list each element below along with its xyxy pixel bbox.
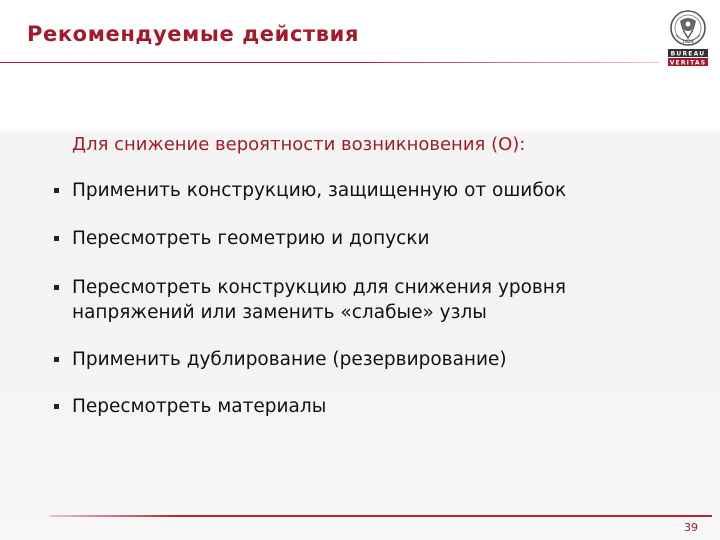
- list-item-text: Пересмотреть конструкцию для снижения уровня напряжений или заменить «слабые» узлы: [72, 277, 567, 323]
- list-item: [50, 347, 690, 372]
- page-number: 39: [684, 521, 698, 534]
- lead-text: Для снижение вероятности возникновения (О):: [72, 134, 526, 155]
- bullet-square-icon: [54, 404, 59, 409]
- bullet-square-icon: [54, 236, 59, 241]
- logo-text-bureau: BUREAU: [670, 50, 706, 58]
- list-item: [50, 394, 690, 419]
- footer-divider: [50, 515, 712, 517]
- bullet-square-icon: [54, 285, 59, 290]
- list-item-text: Пересмотреть материалы: [72, 396, 327, 417]
- bureau-veritas-logo-icon: [664, 7, 712, 69]
- slide-title: Рекомендуемые действия: [27, 22, 360, 46]
- list-item: [50, 178, 690, 203]
- header-band: [0, 0, 720, 128]
- list-item-text: Пересмотреть геометрию и допуски: [72, 228, 430, 249]
- bullet-list: [50, 178, 690, 419]
- bullet-square-icon: [54, 357, 59, 362]
- list-item: [50, 275, 690, 325]
- logo-emblem: [671, 11, 705, 45]
- bullet-square-icon: [54, 188, 59, 193]
- logo-year: 1828: [682, 40, 694, 45]
- title-divider: [0, 62, 660, 63]
- list-item-text: Применить конструкцию, защищенную от ошибок: [72, 180, 567, 201]
- list-item-text: Применить дублирование (резервирование): [72, 349, 507, 370]
- list-item: [50, 226, 690, 251]
- slide-content: [50, 132, 690, 419]
- logo-text-veritas: VERITAS: [669, 59, 707, 67]
